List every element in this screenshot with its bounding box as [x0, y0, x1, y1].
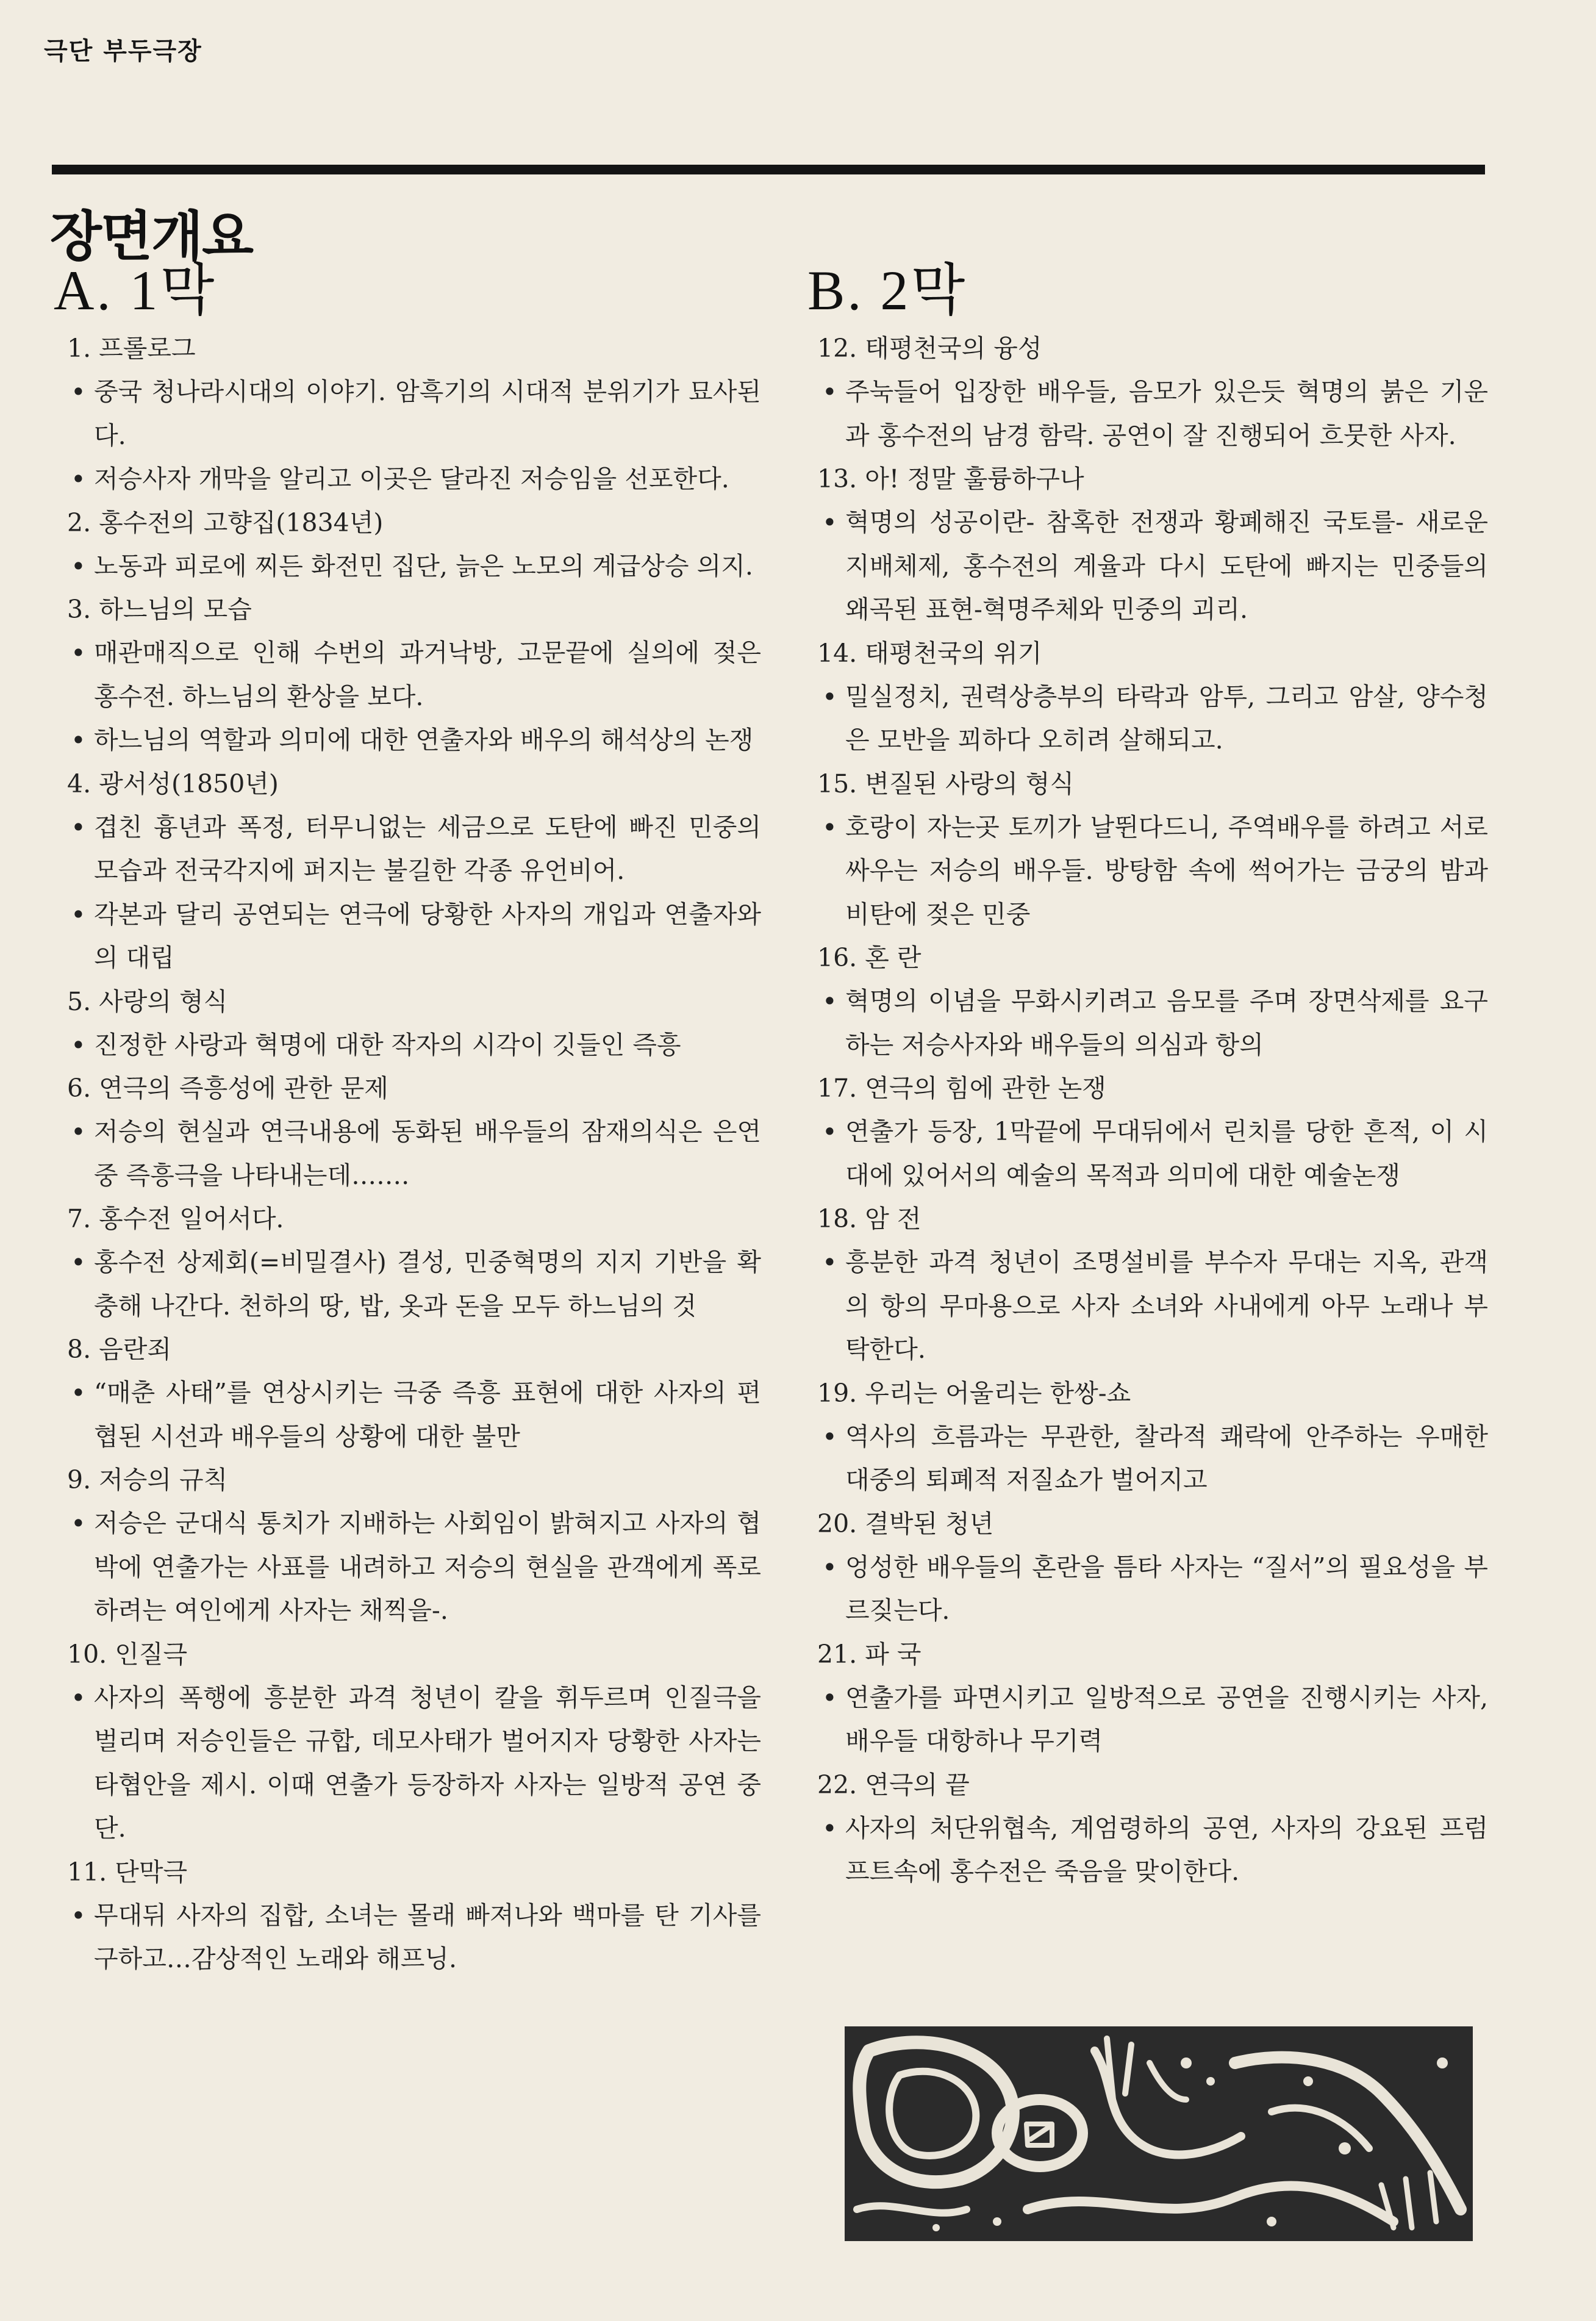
scene-title: 7. 홍수전 일어서다.	[67, 1204, 284, 1233]
scene-description: • 저승은 군대식 통치가 지배하는 사회임이 밝혀지고 사자의 협박에 연출가는 사표를 내려하고 저승의 현실을 관객에게 폭로하려는 여인에게 사자는 채찍을-.	[54, 1502, 761, 1633]
scene-item	[54, 1633, 761, 1851]
scene-description: • 혁명의 이념을 무화시키려고 음모를 주며 장면삭제를 요구하는 저승사자와 배우들의 의심과 항의	[805, 980, 1488, 1067]
act-a-scene-list	[54, 327, 761, 1981]
scene-description: • 사자의 폭행에 흥분한 과격 청년이 칼을 휘두르며 인질극을 벌리며 저승인들은 규합, 데모사태가 벌어지자 당황한 사자는 타협안을 제시. 이때 연출가 등장하자 사자는 일방적 공연 중단.	[54, 1676, 761, 1851]
scene-title: 14. 태평천국의 위기	[817, 638, 1042, 668]
scene-description: • 연출가를 파면시키고 일방적으로 공연을 진행시키는 사자, 배우들 대항하나 무기력	[805, 1676, 1488, 1763]
act-b-scene-list	[805, 327, 1488, 1894]
scene-description: • 엉성한 배우들의 혼란을 틈타 사자는 “질서”의 필요성을 부르짖는다.	[805, 1546, 1488, 1633]
scene-title: 12. 태평천국의 융성	[817, 334, 1042, 363]
header-rule	[52, 165, 1485, 174]
scene-description: • “매춘 사태”를 연상시키는 극중 즉흥 표현에 대한 사자의 편협된 시선과 배우들의 상황에 대한 불만	[54, 1371, 761, 1458]
scene-description: • 주눅들어 입장한 배우들, 음모가 있은듯 혁명의 붉은 기운과 홍수전의 남경 함락. 공연이 잘 진행되어 흐뭇한 사자.	[805, 370, 1488, 457]
scene-description: • 각본과 달리 공연되는 연극에 당황한 사자의 개입과 연출자와의 대립	[54, 893, 761, 980]
scene-description: • 사자의 처단위협속, 계엄령하의 공연, 사자의 강요된 프럼프트속에 홍수전은 죽음을 맞이한다.	[805, 1807, 1488, 1894]
scene-description: • 중국 청나라시대의 이야기. 암흑기의 시대적 분위기가 묘사된다.	[54, 370, 761, 457]
scene-item	[805, 457, 1488, 632]
scene-title: 6. 연극의 즉흥성에 관한 문제	[67, 1074, 388, 1103]
scene-description: • 저승의 현실과 연극내용에 동화된 배우들의 잠재의식은 은연중 즉흥극을 나타내는데…….	[54, 1110, 761, 1197]
scene-description: • 겹친 흉년과 폭정, 터무니없는 세금으로 도탄에 빠진 민중의 모습과 전국각지에 퍼지는 불길한 각종 유언비어.	[54, 806, 761, 893]
scene-item	[54, 1067, 761, 1197]
header-label: 극단 부두극장	[44, 37, 202, 65]
scene-item	[54, 327, 761, 501]
scene-title: 5. 사랑의 형식	[67, 986, 228, 1016]
scene-item	[805, 1763, 1488, 1894]
scene-title: 2. 홍수전의 고향집(1834년)	[67, 508, 384, 537]
scene-item	[805, 936, 1488, 1067]
scene-title: 3. 하느님의 모습	[67, 595, 252, 624]
scene-description: • 노동과 피로에 찌든 화전민 집단, 늙은 노모의 계급상승 의지.	[54, 545, 761, 589]
act-a-heading: A. 1막	[54, 259, 217, 321]
scene-item	[54, 1851, 761, 1981]
scene-title: 21. 파 국	[817, 1639, 921, 1669]
scene-description: • 역사의 흐름과는 무관한, 찰라적 쾌락에 안주하는 우매한 대중의 퇴폐적 저질쇼가 벌어지고	[805, 1415, 1488, 1502]
scene-item	[805, 1633, 1488, 1763]
scene-description: • 저승사자 개막을 알리고 이곳은 달라진 저승임을 선포한다.	[54, 457, 761, 501]
scene-item	[54, 501, 761, 589]
scene-title: 20. 결박된 청년	[817, 1508, 994, 1538]
scene-title: 8. 음란죄	[67, 1335, 171, 1364]
scene-item	[54, 762, 761, 980]
scene-description: • 연출가 등장, 1막끝에 무대뒤에서 린치를 당한 흔적, 이 시대에 있어서의 예술의 목적과 의미에 대한 예술논쟁	[805, 1110, 1488, 1197]
scene-item	[54, 1328, 761, 1458]
woodcut-illustration	[845, 2026, 1473, 2241]
scene-title: 11. 단막극	[67, 1857, 188, 1887]
scene-title: 19. 우리는 어울리는 한쌍-쇼	[817, 1378, 1131, 1408]
page-title: 장면개요	[50, 205, 253, 268]
scene-title: 17. 연극의 힘에 관한 논쟁	[817, 1074, 1106, 1103]
scene-title: 18. 암 전	[817, 1204, 921, 1233]
scene-item	[805, 1502, 1488, 1633]
scene-description: • 밀실정치, 권력상층부의 타락과 암투, 그리고 암살, 양수청은 모반을 꾀하다 오히려 살해되고.	[805, 675, 1488, 762]
scene-description: • 하느님의 역할과 의미에 대한 연출자와 배우의 해석상의 논쟁	[54, 719, 761, 762]
act-b-column	[805, 261, 1488, 1894]
scene-description: • 진정한 사랑과 혁명에 대한 작자의 시각이 깃들인 즉흥	[54, 1024, 761, 1067]
scene-title: 9. 저승의 규칙	[67, 1465, 228, 1494]
scene-title: 1. 프롤로그	[67, 334, 196, 363]
scene-item	[54, 980, 761, 1067]
scene-description: • 호랑이 자는곳 토끼가 날뛴다드니, 주역배우를 하려고 서로 싸우는 저승의 배우들. 방탕함 속에 썩어가는 금궁의 밤과 비탄에 젖은 민중	[805, 806, 1488, 937]
act-b-heading: B. 2막	[807, 259, 968, 321]
scene-description: • 흥분한 과격 청년이 조명설비를 부수자 무대는 지옥, 관객의 항의 무마용으로 사자 소녀와 사내에게 아무 노래나 부탁한다.	[805, 1241, 1488, 1372]
scene-title: 13. 아! 정말 훌륭하구나	[817, 464, 1084, 493]
scene-title: 15. 변질된 사랑의 형식	[817, 769, 1075, 798]
scene-item	[805, 762, 1488, 937]
scene-title: 10. 인질극	[67, 1639, 188, 1669]
scene-item	[805, 327, 1488, 457]
scene-item	[54, 588, 761, 762]
scene-item	[54, 1458, 761, 1633]
scene-description: • 혁명의 성공이란- 참혹한 전쟁과 황폐해진 국토를- 새로운 지배체제, 홍수전의 계율과 다시 도탄에 빠지는 민중들의 왜곡된 표현-혁명주체와 민중의 괴리.	[805, 501, 1488, 632]
scene-title: 4. 광서성(1850년)	[67, 769, 279, 798]
scene-item	[805, 1197, 1488, 1372]
act-a-column	[54, 261, 761, 1981]
scene-item	[805, 1067, 1488, 1197]
scene-item	[805, 1372, 1488, 1502]
scene-description: • 홍수전 상제회(=비밀결사) 결성, 민중혁명의 지지 기반을 확충해 나간다. 천하의 땅, 밥, 옷과 돈을 모두 하느님의 것	[54, 1241, 761, 1328]
scene-title: 22. 연극의 끝	[817, 1770, 970, 1799]
scene-title: 16. 혼 란	[817, 943, 921, 972]
scene-description: • 매관매직으로 인해 수번의 과거낙방, 고문끝에 실의에 젖은 홍수전. 하느님의 환상을 보다.	[54, 631, 761, 719]
scene-description: • 무대뒤 사자의 집합, 소녀는 몰래 빠져나와 백마를 탄 기사를 구하고…감상적인 노래와 해프닝.	[54, 1894, 761, 1981]
scene-item	[54, 1197, 761, 1328]
scene-item	[805, 632, 1488, 762]
